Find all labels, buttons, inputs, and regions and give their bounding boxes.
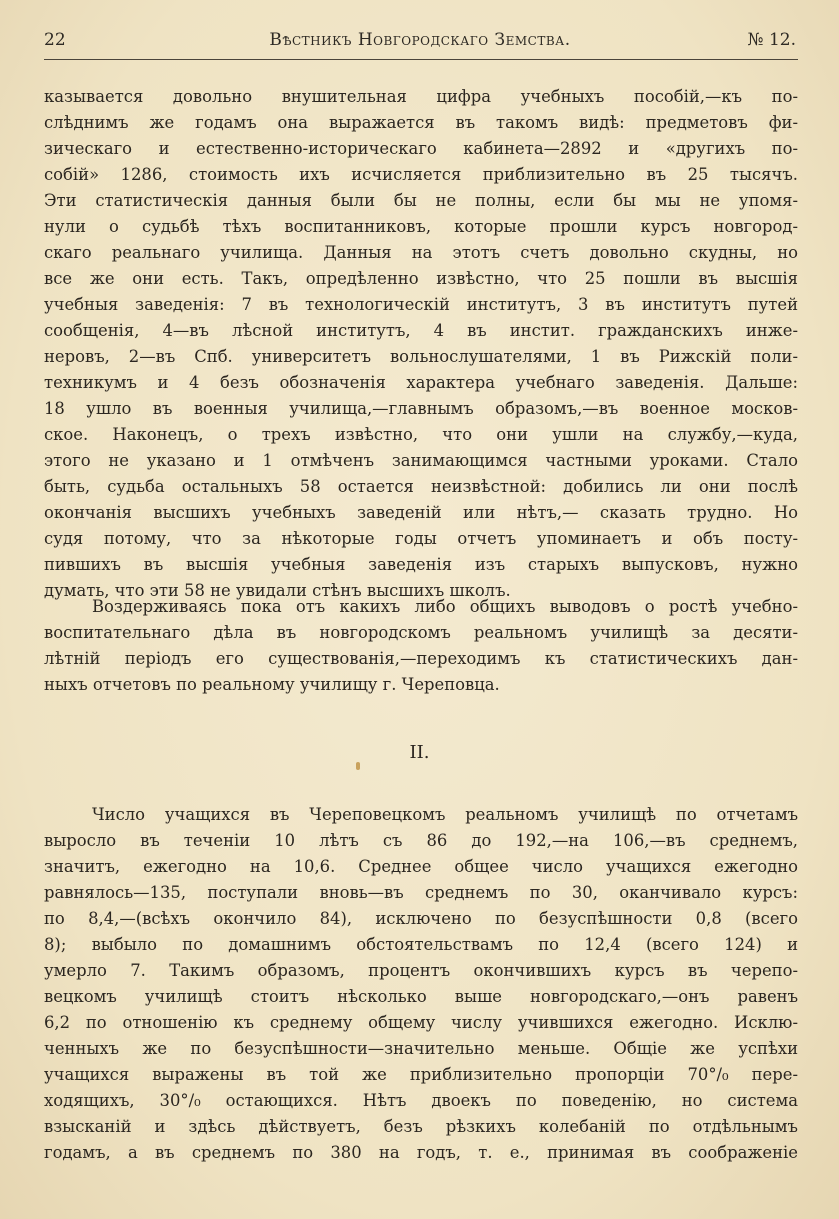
text-line: ское. Наконецъ, о трехъ извѣстно, что они ушли на службу,—куда, <box>44 425 798 444</box>
text-line: скаго реальнаго училища. Данныя на этотъ счетъ довольно скудны, но <box>44 243 798 262</box>
text-line: быть, судьба остальныхъ 58 остается неизвѣстной: добились ли они послѣ <box>44 477 798 496</box>
text-line: нули о судьбѣ тѣхъ воспитанниковъ, которые прошли курсъ новгород- <box>44 217 798 236</box>
text-line: этого не указано и 1 отмѣченъ занимающимся частными уроками. Стало <box>44 451 798 470</box>
text-line: сообщенія, 4—въ лѣсной институтъ, 4 въ инстит. гражданскихъ инже- <box>44 321 798 340</box>
text-line: ныхъ отчетовъ по реальному училищу г. Череповца. <box>44 675 500 694</box>
text-line: лѣтній періодъ его существованія,—переходимъ къ статистическихъ дан- <box>44 649 798 668</box>
paragraph-2 <box>44 594 798 698</box>
text-line: судя потому, что за нѣкоторые годы отчетъ упоминаетъ и объ посту- <box>44 529 798 548</box>
ink-smudge <box>356 762 360 770</box>
text-line: выросло въ теченіи 10 лѣтъ съ 86 до 192,—на 106,—въ среднемъ, <box>44 831 798 850</box>
text-line: все же они есть. Такъ, опредѣленно извѣстно, что 25 пошли въ высшія <box>44 269 798 288</box>
text-line: окончанія высшихъ учебныхъ заведеній или нѣтъ,— сказать трудно. Но <box>44 503 798 522</box>
journal-title: Вѣстникъ Новгородскаго Земства. <box>269 30 571 50</box>
page-number: 22 <box>44 30 66 50</box>
paragraph-1 <box>44 84 798 604</box>
text-line: казывается довольно внушительная цифра учебныхъ пособій,—къ по- <box>44 87 798 106</box>
text-line: слѣднимъ же годамъ она выражается въ такомъ видѣ: предметовъ фи- <box>44 113 798 132</box>
text-line: учебныя заведенія: 7 въ технологическій институтъ, 3 въ институтъ путей <box>44 295 798 314</box>
text-line: по 8,4,—(всѣхъ окончило 84), исключено по безуспѣшности 0,8 (всего <box>44 909 798 928</box>
text-line: Воздерживаясь пока отъ какихъ либо общихъ выводовъ о ростѣ учебно- <box>92 597 798 616</box>
text-line: учащихся выражены въ той же приблизительно пропорціи 70°/₀ пере- <box>44 1065 798 1084</box>
text-line: 6,2 по отношенію къ среднему общему числу учившихся ежегодно. Исклю- <box>44 1013 798 1032</box>
text-line: равнялось—135, поступали вновь—въ среднемъ по 30, оканчивало курсъ: <box>44 883 798 902</box>
text-line: умерло 7. Такимъ образомъ, процентъ окончившихъ курсъ въ черепо- <box>44 961 798 980</box>
text-line: вецкомъ училищѣ стоитъ нѣсколько выше новгородскаго,—онъ равенъ <box>44 987 798 1006</box>
text-line: Эти статистическія данныя были бы не полны, если бы мы не упомя- <box>44 191 798 210</box>
text-line: ходящихъ, 30°/₀ остающихся. Нѣтъ двоекъ по поведенію, но система <box>44 1091 798 1110</box>
text-line: неровъ, 2—въ Спб. университетъ вольнослушателями, 1 въ Рижскій поли- <box>44 347 798 366</box>
header-rule <box>44 59 798 60</box>
text-line: ченныхъ же по безуспѣшности—значительно меньше. Общіе же успѣхи <box>44 1039 798 1058</box>
running-header <box>44 30 796 60</box>
text-line: собій» 1286, стоимость ихъ исчисляется приблизительно въ 25 тысячъ. <box>44 165 798 184</box>
text-line: воспитательнаго дѣла въ новгородскомъ реальномъ училищѣ за десяти- <box>44 623 798 642</box>
text-line: думать, что эти 58 не увидали стѣнъ высшихъ школъ. <box>44 581 511 600</box>
text-line: годамъ, а въ среднемъ по 380 на годъ, т. е., принимая въ соображеніе <box>44 1143 798 1162</box>
text-line: 18 ушло въ военныя училища,—главнымъ образомъ,—въ военное москов- <box>44 399 798 418</box>
text-line: техникумъ и 4 безъ обозначенія характера учебнаго заведенія. Дальше: <box>44 373 798 392</box>
text-line: пившихъ въ высшія учебныя заведенія изъ старыхъ выпусковъ, нужно <box>44 555 798 574</box>
text-line: 8); выбыло по домашнимъ обстоятельствамъ по 12,4 (всего 124) и <box>44 935 798 954</box>
text-line: зическаго и естественно-историческаго кабинета—2892 и «другихъ по- <box>44 139 798 158</box>
text-line: значитъ, ежегодно на 10,6. Среднее общее число учащихся ежегодно <box>44 857 798 876</box>
text-line: взысканій и здѣсь дѣйствуетъ, безъ рѣзкихъ колебаній по отдѣльнымъ <box>44 1117 798 1136</box>
section-heading: II. <box>409 742 430 763</box>
text-line: Число учащихся въ Череповецкомъ реальномъ училищѣ по отчетамъ <box>92 805 798 824</box>
paragraph-3 <box>44 802 798 1166</box>
issue-number: № 12. <box>747 30 796 50</box>
